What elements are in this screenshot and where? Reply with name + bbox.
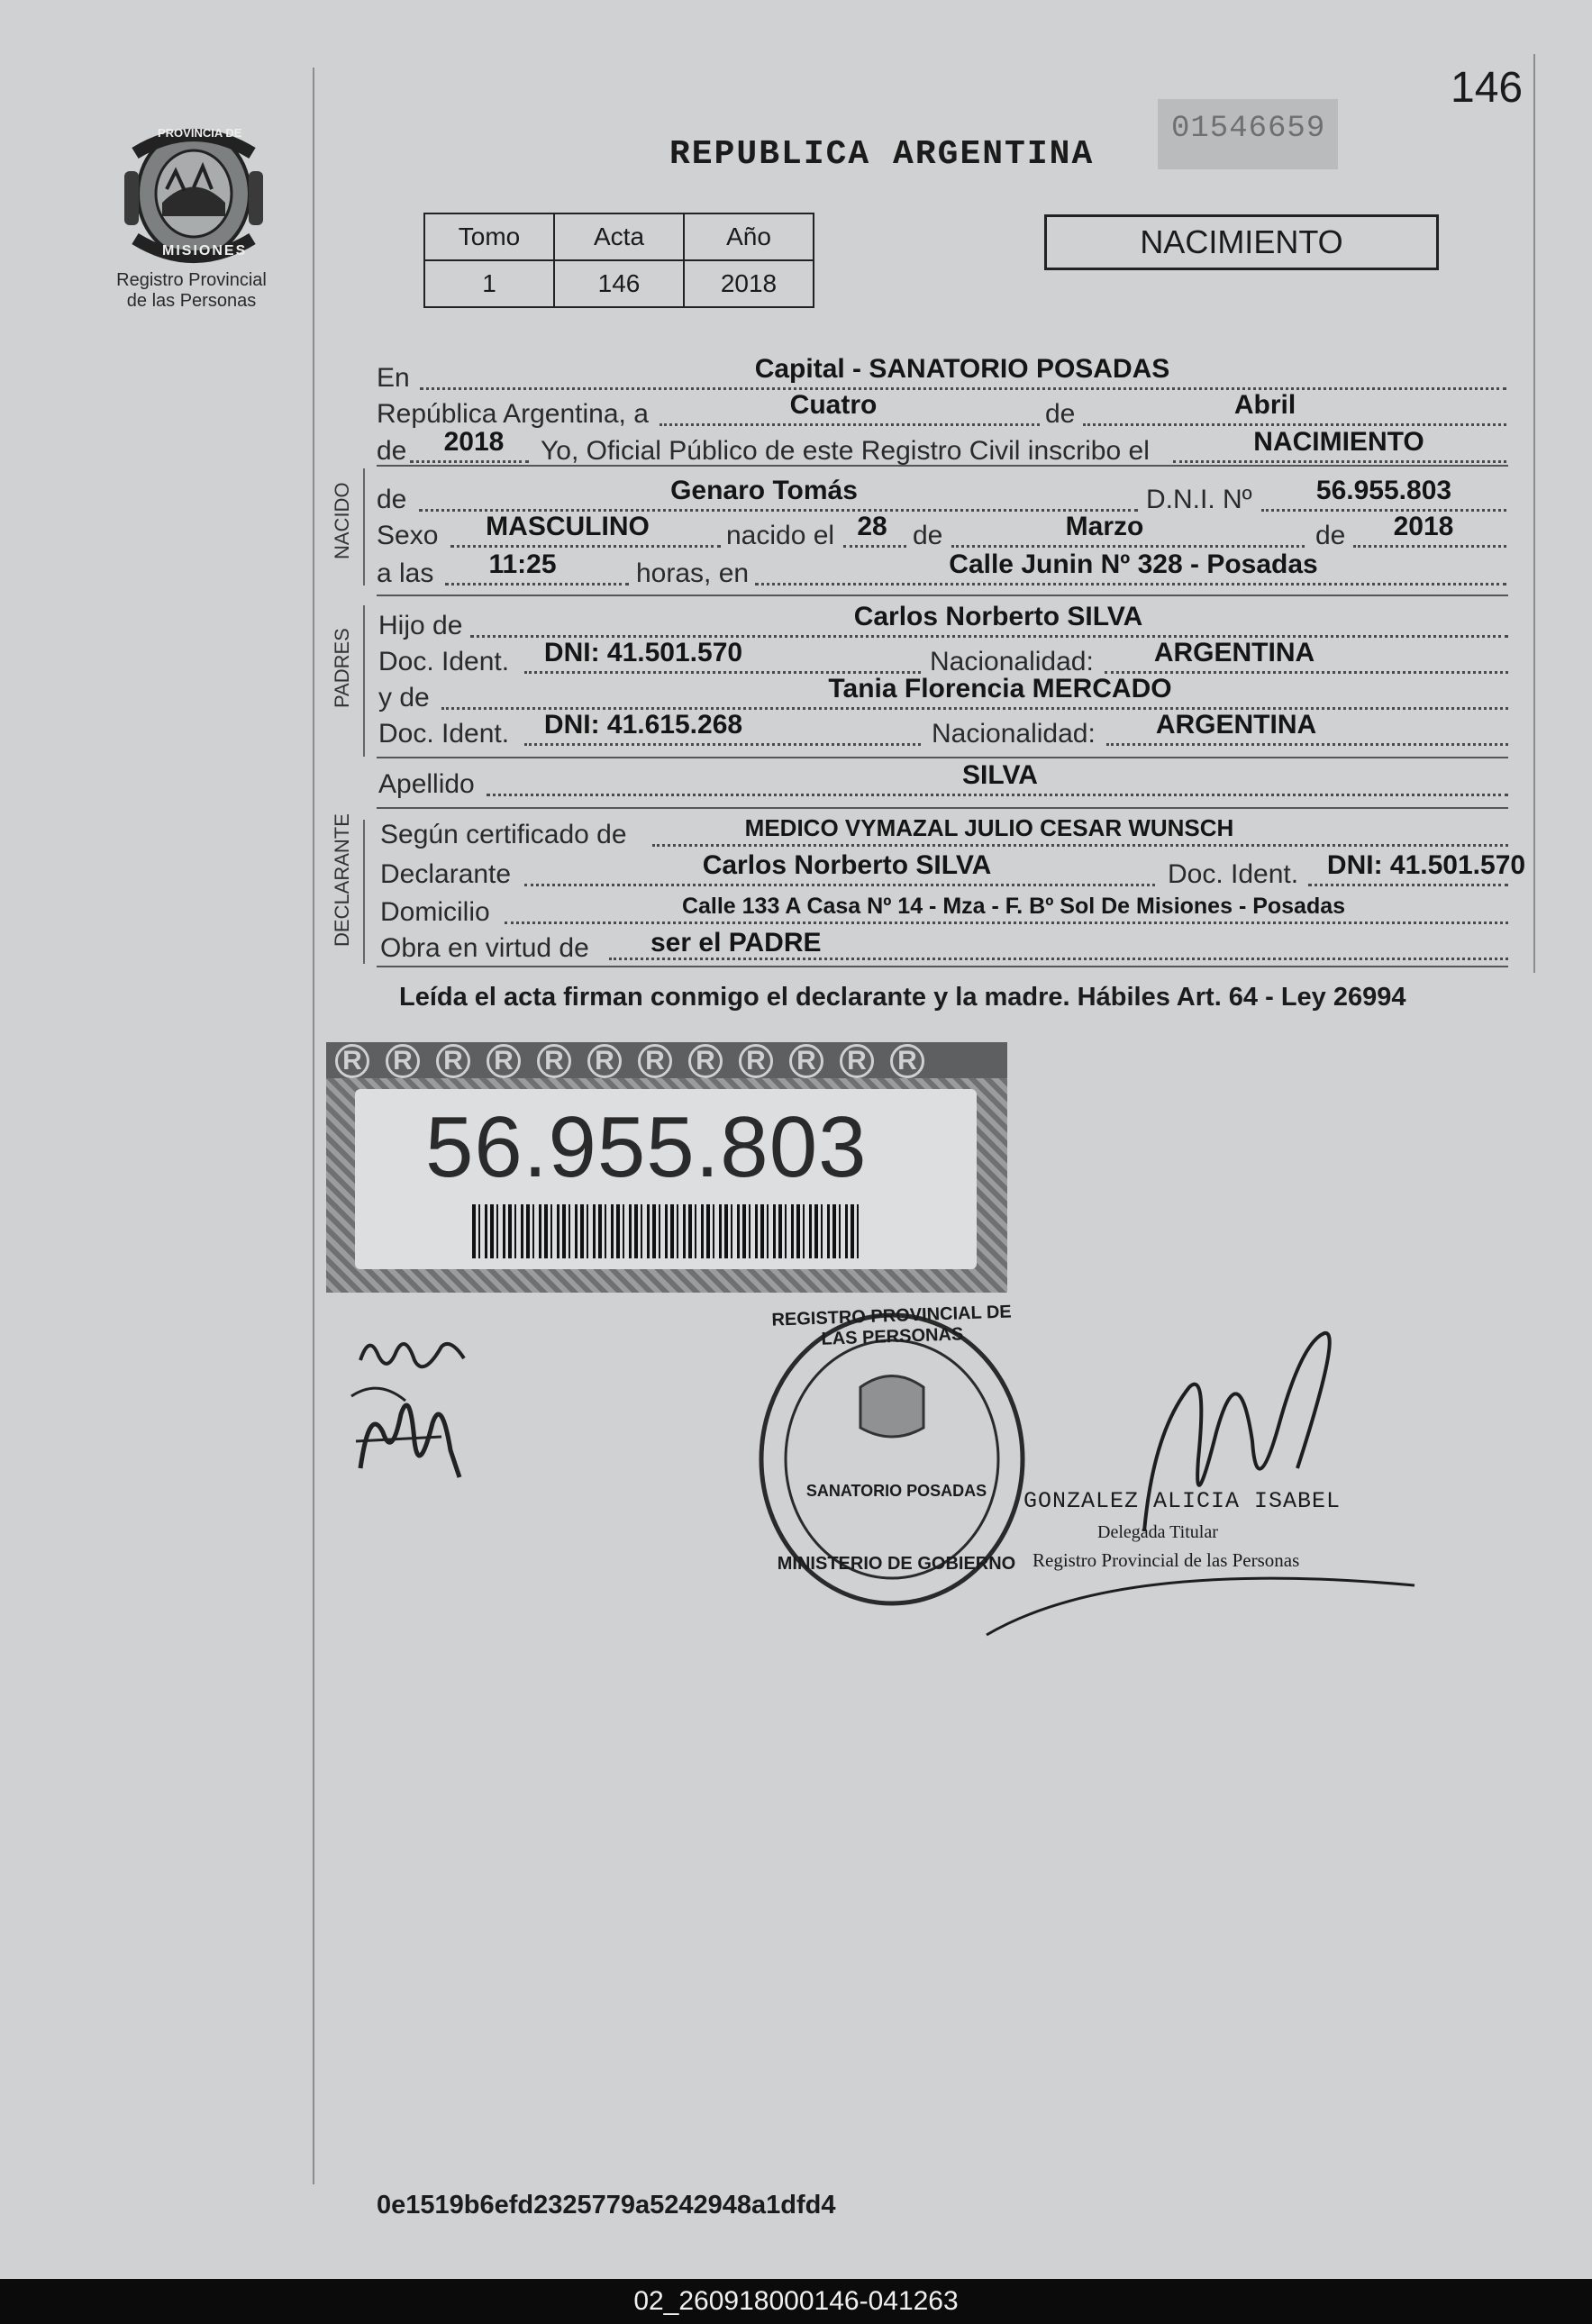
seal-bottom-text: MINISTERIO DE GOBIERNO bbox=[777, 1554, 1016, 1574]
de-nombre-label: de bbox=[377, 485, 407, 514]
declarante-nombre: Carlos Norberto SILVA bbox=[702, 850, 992, 880]
nacido-mes: Marzo bbox=[1065, 512, 1144, 541]
registry-index-table bbox=[423, 213, 814, 308]
apellido-valor: SILVA bbox=[962, 760, 1038, 790]
table-header-anio: Año bbox=[684, 213, 814, 260]
lugar-nac-dotline bbox=[755, 583, 1506, 586]
declarante-separator bbox=[377, 966, 1508, 967]
r-mark-icon: R bbox=[638, 1044, 672, 1078]
madre-doc-label: Doc. Ident. bbox=[378, 719, 510, 749]
acta-tipo: NACIMIENTO bbox=[1253, 427, 1424, 457]
document-hash: 0e1519b6efd2325779a5242948a1dfd4 bbox=[377, 2191, 836, 2220]
apellido-label: Apellido bbox=[378, 769, 475, 799]
page-number: 146 bbox=[1451, 64, 1524, 112]
en-label: En bbox=[377, 363, 410, 393]
certificado-valor: MEDICO VYMAZAL JULIO CESAR WUNSCH bbox=[744, 814, 1234, 841]
acta-dia: Cuatro bbox=[789, 390, 878, 420]
en-dotline bbox=[420, 387, 1506, 390]
r-mark-icon: R bbox=[436, 1044, 470, 1078]
obra-label: Obra en virtud de bbox=[380, 933, 589, 963]
padre-doc: DNI: 41.501.570 bbox=[543, 638, 743, 667]
registry-line-1: Registro Provincial bbox=[116, 270, 267, 290]
closing-note: Leída el acta firman conmigo el declarante y la madre. Hábiles Art. 64 - Ley 26994 bbox=[399, 983, 1406, 1012]
nacido-dni: 56.955.803 bbox=[1315, 476, 1452, 505]
hora-dotline bbox=[445, 583, 629, 586]
domicilio-dotline bbox=[505, 921, 1508, 924]
padre-doc-label: Doc. Ident. bbox=[378, 647, 510, 676]
nacido-el-label: nacido el bbox=[726, 521, 835, 550]
certificado-label: Según certificado de bbox=[380, 820, 627, 849]
padres-bracket bbox=[363, 605, 365, 757]
official-signature bbox=[982, 1324, 1424, 1648]
nacido-lugar: Calle Junin Nº 328 - Posadas bbox=[949, 549, 1318, 579]
horas-en-label: horas, en bbox=[636, 558, 750, 588]
nacido-bracket bbox=[363, 468, 365, 586]
mes-nac-dotline bbox=[951, 545, 1305, 548]
id-sticker bbox=[326, 1042, 1007, 1293]
certificado-dotline bbox=[652, 844, 1508, 847]
anio-nac-dotline bbox=[1353, 545, 1506, 548]
acta-mes: Abril bbox=[1233, 390, 1296, 420]
declarante-label: Declarante bbox=[380, 859, 512, 889]
logo-top-text: PROVINCIA DE bbox=[158, 126, 242, 140]
nacido-section-label: NACIDO bbox=[331, 482, 353, 559]
acta-separator bbox=[377, 465, 1508, 467]
hijo-de-label: Hijo de bbox=[378, 611, 463, 640]
country-title: REPUBLICA ARGENTINA bbox=[669, 135, 1095, 174]
mes-dotline bbox=[1083, 423, 1506, 426]
seal-inner-text: SANATORIO POSADAS bbox=[805, 1482, 987, 1500]
table-value-tomo: 1 bbox=[424, 260, 554, 307]
y-de-label: y de bbox=[378, 683, 430, 713]
r-mark-icon: R bbox=[487, 1044, 521, 1078]
nacido-sexo: MASCULINO bbox=[486, 512, 650, 541]
table-header-tomo: Tomo bbox=[424, 213, 554, 260]
r-mark-icon: R bbox=[840, 1044, 874, 1078]
yo-label: Yo, Oficial Público de este Registro Civil inscribo el bbox=[541, 436, 1150, 466]
sexo-label: Sexo bbox=[377, 521, 439, 550]
r-mark-icon: R bbox=[890, 1044, 924, 1078]
nacido-dia: 28 bbox=[857, 512, 887, 541]
declarante-section-label: DECLARANTE bbox=[331, 813, 353, 947]
domicilio-label: Domicilio bbox=[380, 897, 490, 927]
de-mes-label: de bbox=[1045, 399, 1076, 429]
republica-label: República Argentina, a bbox=[377, 399, 649, 429]
apellido-dotline bbox=[487, 794, 1508, 796]
serial-number: 01546659 bbox=[1171, 112, 1326, 146]
madre-nac-dotline bbox=[1106, 743, 1508, 746]
right-margin-rule bbox=[1533, 54, 1535, 973]
nacido-anio: 2018 bbox=[1393, 512, 1454, 541]
declarante-signature bbox=[342, 1324, 505, 1495]
madre-nacionalidad: ARGENTINA bbox=[1155, 710, 1317, 740]
logo-bottom-text: MISIONES bbox=[162, 243, 248, 259]
r-mark-icon: R bbox=[537, 1044, 571, 1078]
dia-dotline bbox=[660, 423, 1040, 426]
registry-line-2: de las Personas bbox=[126, 291, 257, 311]
declarante-doc-dotline bbox=[1308, 884, 1508, 886]
madre-doc: DNI: 41.615.268 bbox=[543, 710, 743, 740]
declarante-dotline bbox=[524, 884, 1155, 886]
left-margin-rule bbox=[313, 68, 314, 2184]
dia-nac-dotline bbox=[843, 545, 906, 548]
de-anio-nac-label: de bbox=[1315, 521, 1346, 550]
r-mark-icon: R bbox=[688, 1044, 723, 1078]
official-name: GONZALEZ ALICIA ISABEL bbox=[1023, 1488, 1342, 1514]
r-mark-icon: R bbox=[789, 1044, 823, 1078]
r-mark-icon: R bbox=[335, 1044, 369, 1078]
table-header-acta: Acta bbox=[554, 213, 684, 260]
padre-nombre: Carlos Norberto SILVA bbox=[853, 602, 1143, 631]
tipo-dotline bbox=[1173, 460, 1506, 463]
table-value-anio: 2018 bbox=[684, 260, 814, 307]
obra-valor: ser el PADRE bbox=[650, 928, 822, 958]
barcode bbox=[472, 1204, 860, 1258]
acta-anio: 2018 bbox=[443, 427, 505, 457]
padres-section-label: PADRES bbox=[331, 628, 353, 708]
anio-dotline bbox=[410, 460, 529, 463]
domicilio-valor: Calle 133 A Casa Nº 14 - Mza - F. Bº Sol De Misiones - Posadas bbox=[681, 894, 1346, 919]
r-mark-icon: R bbox=[739, 1044, 773, 1078]
official-role: Delegada Titular bbox=[1097, 1522, 1218, 1542]
de-mes-nac-label: de bbox=[913, 521, 943, 550]
registry-name bbox=[90, 270, 293, 312]
nacido-separator bbox=[377, 595, 1508, 596]
madre-nac-label: Nacionalidad: bbox=[932, 719, 1096, 749]
r-mark-icon: R bbox=[386, 1044, 420, 1078]
declarante-bracket bbox=[363, 820, 365, 964]
a-las-label: a las bbox=[377, 558, 434, 588]
padres-separator bbox=[377, 757, 1508, 758]
seal-outer-text: REGISTRO PROVINCIAL DE LAS PERSONAS bbox=[771, 1302, 1013, 1349]
table-value-acta: 146 bbox=[554, 260, 684, 307]
dni-dotline bbox=[1261, 509, 1506, 512]
padre-nac-label: Nacionalidad: bbox=[930, 647, 1094, 676]
apellido-separator bbox=[377, 807, 1508, 809]
official-office: Registro Provincial de las Personas bbox=[1033, 1549, 1300, 1571]
sticker-r-band bbox=[326, 1042, 1007, 1078]
dni-label: D.N.I. Nº bbox=[1146, 485, 1252, 514]
madre-nombre: Tania Florencia MERCADO bbox=[828, 674, 1172, 704]
scan-footer-code: 02_260918000146-041263 bbox=[0, 2279, 1592, 2324]
de-anio-label: de bbox=[377, 436, 407, 466]
nacido-nombre: Genaro Tomás bbox=[670, 476, 858, 505]
declarante-doc: DNI: 41.501.570 bbox=[1326, 850, 1526, 880]
nacido-hora: 11:25 bbox=[488, 549, 557, 579]
acta-lugar: Capital - SANATORIO POSADAS bbox=[754, 354, 1170, 384]
document-type-box: NACIMIENTO bbox=[1044, 214, 1439, 270]
madre-doc-dotline bbox=[524, 743, 921, 746]
sexo-dotline bbox=[450, 545, 721, 548]
declarante-doc-label: Doc. Ident. bbox=[1168, 859, 1299, 889]
r-mark-icon: R bbox=[587, 1044, 622, 1078]
sticker-dni-number: 56.955.803 bbox=[425, 1099, 868, 1195]
padre-nacionalidad: ARGENTINA bbox=[1153, 638, 1315, 667]
